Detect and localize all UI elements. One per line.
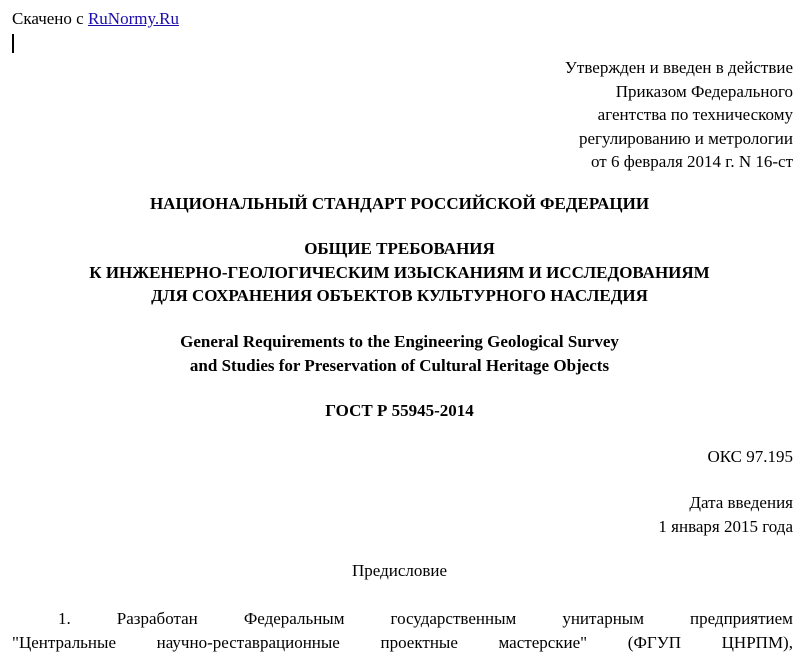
- runormy-link[interactable]: RuNormy.Ru: [88, 9, 179, 28]
- paragraph-word: (ФГУП: [628, 631, 681, 654]
- introduction-date-block: [658, 491, 793, 538]
- download-source-line: [12, 9, 179, 29]
- paragraph-word: унитарным: [562, 607, 644, 631]
- paragraph-word: научно-реставрационные: [157, 631, 340, 654]
- preface-heading: Предисловие: [0, 561, 799, 581]
- introduction-date-label: Дата введения: [658, 491, 793, 515]
- approval-block: [565, 56, 793, 174]
- oks-code-text: ОКС 97.195: [707, 445, 793, 469]
- text-cursor: [12, 34, 14, 53]
- english-title-block: [0, 330, 799, 377]
- english-title-line: General Requirements to the Engineering Geological Survey: [0, 330, 799, 354]
- national-standard-heading: НАЦИОНАЛЬНЫЙ СТАНДАРТ РОССИЙСКОЙ ФЕДЕРАЦИИ: [0, 192, 799, 216]
- english-title-line: and Studies for Preservation of Cultural Heritage Objects: [0, 354, 799, 378]
- paragraph-line: [12, 631, 793, 654]
- approval-line: регулированию и метрологии: [565, 127, 793, 151]
- national-standard-title: [0, 192, 799, 216]
- download-prefix: Скачено с: [12, 9, 84, 28]
- russian-title-line: К ИНЖЕНЕРНО-ГЕОЛОГИЧЕСКИМ ИЗЫСКАНИЯМ И ИССЛЕДОВАНИЯМ: [0, 261, 799, 285]
- oks-code: [707, 445, 793, 469]
- russian-title-line: ДЛЯ СОХРАНЕНИЯ ОБЪЕКТОВ КУЛЬТУРНОГО НАСЛЕДИЯ: [0, 284, 799, 308]
- paragraph-word: предприятием: [690, 607, 793, 631]
- preface-paragraph-1: [12, 607, 793, 654]
- introduction-date-value: 1 января 2015 года: [658, 515, 793, 539]
- paragraph-word: проектные: [381, 631, 458, 654]
- approval-line: Приказом Федерального: [565, 80, 793, 104]
- russian-title-block: [0, 237, 799, 308]
- russian-title-line: ОБЩИЕ ТРЕБОВАНИЯ: [0, 237, 799, 261]
- approval-line: Утвержден и введен в действие: [565, 56, 793, 80]
- gost-code: [0, 399, 799, 423]
- paragraph-word: Разработан: [117, 607, 198, 631]
- paragraph-word: Федеральным: [244, 607, 345, 631]
- approval-line: от 6 февраля 2014 г. N 16-ст: [565, 150, 793, 174]
- paragraph-word: мастерские": [499, 631, 588, 654]
- paragraph-word: "Центральные: [12, 631, 116, 654]
- paragraph-line: [12, 607, 793, 631]
- gost-code-text: ГОСТ Р 55945-2014: [0, 399, 799, 423]
- approval-line: агентства по техническому: [565, 103, 793, 127]
- paragraph-word: 1.: [58, 607, 71, 631]
- paragraph-word: ЦНРПМ),: [722, 631, 793, 654]
- paragraph-word: государственным: [391, 607, 517, 631]
